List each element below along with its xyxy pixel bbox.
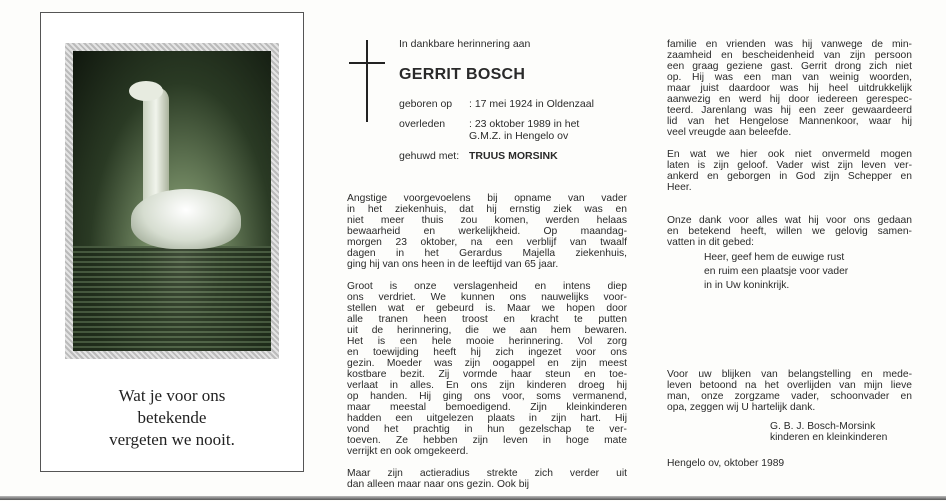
text-line: teerd. Jarenlang was hij een zeer gewaardeerd bbox=[667, 105, 912, 116]
text-line: in het ziekenhuis, dat hij ernstig ziek was en bbox=[347, 204, 627, 215]
card-front bbox=[40, 12, 304, 472]
text-line: gezin. Moeder was zijn oogappel en zijn meest bbox=[347, 358, 627, 369]
caption-line: Wat je voor ons bbox=[118, 386, 226, 405]
text-line: maar juist daardoor was hij heel uitdrukkelijk bbox=[667, 83, 912, 94]
right-column bbox=[667, 39, 912, 259]
text-line: man, onze zorgzame vader, schoonvader en bbox=[667, 391, 912, 402]
married-label: gehuwd met: bbox=[399, 150, 460, 162]
text-line: Maar zijn actieradius strekte zich verder uit bbox=[347, 468, 627, 479]
prayer-line: in in Uw koninkrijk. bbox=[704, 280, 790, 291]
swan-photo bbox=[73, 51, 271, 351]
thanks-text bbox=[667, 369, 912, 424]
text-line: ons verdriet. We kunnen ons nauwelijks voor- bbox=[347, 292, 627, 303]
caption-line: vergeten we nooit. bbox=[109, 430, 235, 449]
text-line: niet meer thuis zou komen, werden helaas bbox=[347, 215, 627, 226]
place-date: Hengelo ov, oktober 1989 bbox=[667, 458, 785, 469]
text-line: hadden een uitgelezen plaats in zijn hart. Hij bbox=[347, 413, 627, 424]
text-line: bewaarheid en werkelijkheid. Op maandag- bbox=[347, 226, 627, 237]
text-line: Heer. bbox=[667, 182, 692, 193]
text-line: verlaat in alles. En ons zijn kinderen droeg hij bbox=[347, 380, 627, 391]
text-line: en betekend heeft, willen we gelovig samen- bbox=[667, 226, 912, 237]
text-line: een graag geziene gast. Gerrit drong zich niet bbox=[667, 61, 912, 72]
paragraph bbox=[667, 149, 912, 193]
paragraph bbox=[347, 468, 627, 490]
text-line: en toewijding heeft hij zich ingezet voor ons bbox=[347, 347, 627, 358]
text-line: ankerd en geborgen in God zijn Schepper en bbox=[667, 171, 912, 182]
text-line: leven betoond na het overlijden van mijn lieve bbox=[667, 380, 912, 391]
deceased-name: GERRIT BOSCH bbox=[399, 66, 526, 83]
text-line: alle tranen heen troost en kracht te putten bbox=[347, 314, 627, 325]
text-line: op. Hij was een man van weinig woorden, bbox=[667, 72, 912, 83]
text-line: toeven. Ze hebben zijn leven in hoge mate bbox=[347, 435, 627, 446]
text-line: veel vreugde aan beleefde. bbox=[667, 127, 792, 138]
text-line: aanwezig en werd hij door iedereen gerespec- bbox=[667, 94, 912, 105]
text-line: Angstige voorgevoelens bij opname van vader bbox=[347, 193, 627, 204]
died-row bbox=[399, 118, 579, 142]
swan-body bbox=[131, 189, 241, 249]
prayer-line: en ruim een plaatsje voor vader bbox=[704, 266, 849, 277]
signature-name: G. B. J. Bosch-Morsink bbox=[770, 421, 876, 432]
paragraph bbox=[667, 215, 912, 248]
text-line: laten is zijn geloof. Vader wist zijn leven ver- bbox=[667, 160, 912, 171]
paragraph bbox=[347, 281, 627, 457]
text-line: kostbare bezit. Zij vormde haar steun en toe- bbox=[347, 369, 627, 380]
text-line: Voor uw blijken van belangstelling en mede- bbox=[667, 369, 912, 380]
cross-icon-bar bbox=[349, 62, 385, 64]
text-line: ging hij van ons heen in de leeftijd van 65 jaar. bbox=[347, 259, 559, 270]
text-line: lid van het Hengelose Mannenkoor, waar hij bbox=[667, 116, 912, 127]
text-line: En wat we hier ook niet onvermeld mogen bbox=[667, 149, 912, 160]
text-line: Onze dank voor alles wat hij voor ons gedaan bbox=[667, 215, 912, 226]
intro-text: In dankbare herinnering aan bbox=[399, 38, 531, 50]
paragraph bbox=[667, 39, 912, 138]
born-label: geboren op bbox=[399, 98, 453, 110]
prayer bbox=[704, 251, 848, 293]
text-line: opa, zeggen wij U hartelijk dank. bbox=[667, 402, 816, 413]
signature-family: kinderen en kleinkinderen bbox=[770, 432, 888, 443]
text-line: verrijkt en ook omgekeerd. bbox=[347, 446, 469, 457]
water bbox=[73, 246, 271, 351]
died-place: G.M.Z. in Hengelo ov bbox=[469, 130, 569, 142]
married-row bbox=[399, 150, 558, 162]
swan-head bbox=[129, 81, 163, 101]
text-line: stellen wat er gebeurd is. Maar we hopen door bbox=[347, 303, 627, 314]
text-line: dan alleen maar naar ons gezin. Ook bij bbox=[347, 479, 530, 490]
born-value: : 17 mei 1924 in Oldenzaal bbox=[469, 98, 594, 110]
text-line: morgen 23 oktober, na een verblijf van twaalf bbox=[347, 237, 627, 248]
paragraph bbox=[667, 369, 912, 413]
died-label: overleden bbox=[399, 118, 446, 130]
text-line: Groot is onze verslagenheid en intens diep bbox=[347, 281, 627, 292]
photo-frame bbox=[65, 43, 279, 359]
page-edge bbox=[0, 496, 946, 500]
text-line: uit de herinnering, die we aan hem bewaren. bbox=[347, 325, 627, 336]
text-line: familie en vrienden was hij vanwege de min- bbox=[667, 39, 912, 50]
signature bbox=[770, 421, 887, 443]
text-line: vatten in dit gebed: bbox=[667, 237, 755, 248]
born-row bbox=[399, 98, 594, 110]
died-value: : 23 oktober 1989 in het bbox=[469, 118, 580, 130]
caption-line: betekende bbox=[137, 408, 207, 427]
text-line: dagen in het Gerardus Majella ziekenhuis, bbox=[347, 248, 627, 259]
married-value: TRUUS MORSINK bbox=[469, 150, 558, 162]
text-line: zaamheid en bescheidenheid van zijn persoon bbox=[667, 50, 912, 61]
paragraph bbox=[347, 193, 627, 270]
text-line: vond het prachtig in hun gezelschap te ver- bbox=[347, 424, 627, 435]
text-line: maar meestal bemoedigend. Zijn kleinkinderen bbox=[347, 402, 627, 413]
middle-column bbox=[347, 193, 627, 501]
cross-icon bbox=[366, 40, 368, 122]
prayer-line: Heer, geef hem de euwige rust bbox=[704, 252, 845, 263]
text-line: Het is een hele mooie herinnering. Vol zorg bbox=[347, 336, 627, 347]
text-line: op handen. Hij ging ons voor, soms vermanend, bbox=[347, 391, 627, 402]
caption bbox=[41, 385, 303, 451]
